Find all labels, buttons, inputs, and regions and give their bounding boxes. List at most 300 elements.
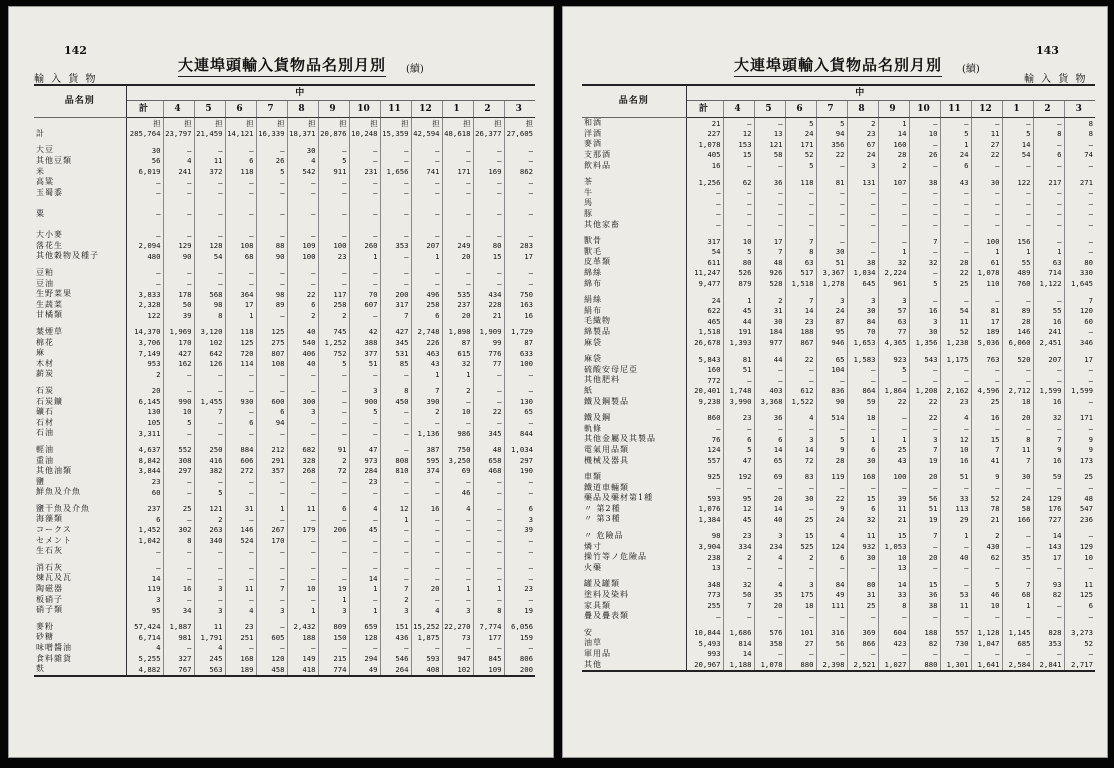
month-cell: 6: [1088, 600, 1093, 610]
month-cell: —: [318, 487, 349, 498]
month-cell: 8: [194, 310, 225, 321]
month-cell: 23: [723, 413, 754, 424]
month-cell: —: [318, 177, 349, 188]
month-cell: 1,599: [1071, 386, 1093, 396]
month-cell: 11: [940, 600, 971, 611]
month-cell: —: [1033, 118, 1064, 129]
continued-label: (續): [962, 64, 980, 75]
month-cell: 1,034: [847, 268, 878, 279]
month-cell: 4,596: [971, 386, 1002, 397]
month-cell: 20: [909, 472, 940, 483]
month-cell: 267: [256, 525, 287, 536]
month-cell: 90: [816, 396, 847, 407]
month-cell: —: [909, 219, 940, 230]
month-cell: 436: [380, 632, 411, 643]
continued-label: (續): [406, 64, 424, 75]
month-cell: 43: [411, 358, 442, 369]
month-cell: 814: [723, 638, 754, 649]
month-cell: 35: [1002, 552, 1033, 563]
month-cell: 862: [519, 167, 533, 177]
table-row: [582, 150, 1095, 161]
month-cell: 10: [878, 552, 909, 563]
month-cell: 930: [225, 396, 256, 407]
month-cell: 2,521: [847, 659, 878, 671]
item-name: 輕油: [34, 445, 126, 456]
table-row: [34, 337, 535, 348]
table-row: [582, 337, 1095, 348]
month-cell: 828: [1033, 628, 1064, 639]
table-row: [34, 466, 535, 477]
month-cell: 217: [1033, 177, 1064, 188]
month-cell: 63: [878, 316, 909, 327]
month-cell: 1,145: [1002, 628, 1033, 639]
month-cell: —: [1033, 600, 1064, 611]
month-cell: 1: [1033, 247, 1064, 258]
total-cell: 13: [686, 563, 723, 574]
total-cell: 122: [126, 310, 163, 321]
month-cell: [380, 198, 411, 209]
table-row: [582, 139, 1095, 150]
table-row: [582, 257, 1095, 268]
month-cell: —: [754, 219, 785, 230]
month-cell: —: [1033, 364, 1064, 375]
month-cell: —: [163, 278, 194, 289]
month-cell: 16: [1033, 316, 1064, 327]
item-name: 計: [34, 129, 126, 140]
table-row: [34, 632, 535, 643]
month-cell: 1,238: [940, 337, 971, 348]
month-cell: 249: [442, 241, 473, 252]
month-cell: —: [287, 230, 318, 241]
table-row: [582, 236, 1095, 247]
month-cell: 10: [971, 600, 1002, 611]
month-cell: 228: [473, 300, 504, 311]
month-cell: 2,841: [1033, 659, 1064, 671]
table-row: [34, 145, 535, 156]
month-cell: 866: [847, 638, 878, 649]
month-cell: 520: [1002, 354, 1033, 365]
total-cell: 14: [126, 573, 163, 584]
month-cell: 1: [1002, 600, 1033, 611]
month-cell: —: [723, 118, 754, 129]
month-cell: —: [723, 219, 754, 230]
month-cell: 48: [1084, 493, 1093, 503]
month-cell: 3: [256, 605, 287, 616]
month-cell: 884: [225, 445, 256, 456]
total-cell: 772: [686, 375, 723, 386]
month-cell: —: [528, 177, 533, 187]
month-cell: —: [940, 579, 971, 590]
table-row: [582, 188, 1095, 199]
month-cell: 2,748: [411, 327, 442, 338]
table-row: [582, 209, 1095, 220]
month-cell: 212: [256, 445, 287, 456]
month-cell: —: [473, 573, 504, 584]
month-cell: —: [411, 594, 442, 605]
month-cell: 284: [349, 466, 380, 477]
item-name: 罐及罐類: [582, 579, 686, 590]
total-cell: 8,842: [126, 455, 163, 466]
month-cell: —: [847, 375, 878, 386]
total-cell: —: [686, 482, 723, 493]
month-cell: 40: [940, 552, 971, 563]
month-cell: 568: [194, 289, 225, 300]
item-name: 海藻類: [34, 514, 126, 525]
month-cell: 377: [349, 348, 380, 359]
month-cell: 1: [940, 139, 971, 150]
month-cell: 6: [723, 434, 754, 445]
month-cell: —: [318, 369, 349, 380]
month-cell: 1: [349, 605, 380, 616]
month-cell: —: [349, 188, 380, 199]
month-cell: 1: [380, 514, 411, 525]
month-cell: —: [287, 428, 318, 439]
month-cell: —: [442, 177, 473, 188]
unit-cell: 担: [349, 118, 380, 129]
month-cell: 496: [411, 289, 442, 300]
month-cell: [318, 219, 349, 230]
month-cell: 39: [163, 310, 194, 321]
month-cell: 763: [971, 354, 1002, 365]
month-cell: —: [723, 375, 754, 386]
total-cell: 317: [686, 236, 723, 247]
month-cell: —: [256, 594, 287, 605]
month-cell: —: [1002, 541, 1033, 552]
month-cell: —: [287, 563, 318, 574]
table-row: [582, 198, 1095, 209]
month-cell: 9: [1088, 434, 1093, 444]
month-cell: 39: [524, 525, 533, 535]
month-cell: —: [349, 268, 380, 279]
month-cell: 114: [225, 358, 256, 369]
month-cell: 880: [909, 659, 940, 671]
month-cell: 1: [473, 584, 504, 595]
unit-cell: 担: [163, 118, 194, 129]
month-cell: —: [785, 611, 816, 622]
table-row: [34, 653, 535, 664]
month-cell: 4: [785, 413, 816, 424]
month-cell: 49: [349, 664, 380, 676]
month-cell: —: [816, 423, 847, 434]
month-cell: —: [971, 209, 1002, 220]
table-row: [34, 445, 535, 456]
month-cell: 1,078: [754, 659, 785, 671]
month-cell: 275: [256, 337, 287, 348]
month-cell: 13: [754, 129, 785, 140]
month-cell: —: [287, 546, 318, 557]
table-row: [582, 354, 1095, 365]
month-cell: —: [847, 188, 878, 199]
table-row: [582, 482, 1095, 493]
month-cell: 7: [380, 310, 411, 321]
month-cell: 16: [524, 310, 533, 320]
month-cell: —: [816, 236, 847, 247]
month-cell: —: [411, 230, 442, 241]
item-name: 綿絲: [582, 268, 686, 279]
item-name: 生蔬菜: [34, 300, 126, 311]
month-cell: 44: [723, 316, 754, 327]
month-cell: —: [878, 649, 909, 660]
month-cell: —: [971, 188, 1002, 199]
month-cell: —: [163, 514, 194, 525]
month-header: 5: [194, 101, 225, 118]
item-name: 獸毛: [582, 247, 686, 258]
month-cell: 864: [847, 386, 878, 397]
table-row: [34, 605, 535, 616]
month-cell: 1: [940, 531, 971, 542]
section-label: 輸 入 貨 物: [34, 74, 98, 85]
item-name: 鮮魚及介魚: [34, 487, 126, 498]
month-cell: 2: [318, 455, 349, 466]
month-cell: —: [256, 546, 287, 557]
item-name: 石炭: [34, 386, 126, 397]
month-cell: 207: [411, 241, 442, 252]
month-cell: 29: [940, 514, 971, 525]
month-cell: —: [287, 177, 318, 188]
month-cell: —: [1002, 563, 1033, 574]
total-cell: 14,370: [126, 327, 163, 338]
month-cell: —: [785, 198, 816, 209]
month-cell: —: [940, 188, 971, 199]
item-name: 火藥: [582, 563, 686, 574]
table-row: [582, 552, 1095, 563]
total-cell: 6,714: [126, 632, 163, 643]
month-cell: 88: [256, 241, 287, 252]
month-cell: —: [1002, 611, 1033, 622]
month-cell: 17: [1033, 552, 1064, 563]
month-cell: 1,175: [940, 354, 971, 365]
month-cell: 23: [349, 476, 380, 487]
month-cell: 3: [909, 316, 940, 327]
table-row: [34, 622, 535, 633]
total-cell: 622: [686, 306, 723, 317]
total-cell: 4: [126, 643, 163, 654]
item-name: 生石灰: [34, 546, 126, 557]
item-name: 飲料品: [582, 160, 686, 171]
item-name: セメント: [34, 535, 126, 546]
month-cell: —: [442, 145, 473, 156]
month-cell: 16: [1033, 396, 1064, 407]
month-cell: 178: [163, 289, 194, 300]
month-cell: —: [287, 535, 318, 546]
month-cell: 1,188: [723, 659, 754, 671]
unit-cell: 担: [411, 118, 442, 129]
month-header: 8: [847, 101, 878, 118]
month-cell: 7: [909, 531, 940, 542]
month-cell: 30: [847, 552, 878, 563]
month-cell: —: [256, 145, 287, 156]
month-cell: 3: [194, 584, 225, 595]
month-cell: 87: [524, 337, 533, 347]
month-header: 5: [754, 101, 785, 118]
unit-cell: 担: [318, 118, 349, 129]
month-cell: 20: [754, 493, 785, 504]
month-cell: 150: [318, 632, 349, 643]
item-name: [34, 198, 126, 209]
item-name: 石材: [34, 417, 126, 428]
month-cell: —: [473, 504, 504, 515]
month-cell: 4: [940, 413, 971, 424]
month-cell: —: [1088, 649, 1093, 659]
month-cell: 345: [473, 428, 504, 439]
total-cell: 9,477: [686, 278, 723, 289]
month-cell: 32: [847, 514, 878, 525]
month-cell: 34: [163, 605, 194, 616]
month-cell: 162: [163, 358, 194, 369]
month-cell: —: [971, 482, 1002, 493]
table-row: [34, 514, 535, 525]
month-cell: 98: [256, 289, 287, 300]
month-cell: 977: [754, 337, 785, 348]
month-cell: —: [940, 649, 971, 660]
table-row: [582, 375, 1095, 386]
month-cell: —: [442, 268, 473, 279]
month-cell: 1: [847, 434, 878, 445]
month-cell: 1,027: [878, 659, 909, 671]
month-cell: —: [528, 145, 533, 155]
month-header: 8: [287, 101, 318, 118]
month-cell: 382: [194, 466, 225, 477]
month-cell: —: [163, 643, 194, 654]
month-cell: [411, 219, 442, 230]
month-cell: —: [1002, 364, 1033, 375]
table-row: [34, 407, 535, 418]
month-cell: —: [473, 643, 504, 654]
total-cell: —: [686, 209, 723, 220]
total-cell: 9,238: [686, 396, 723, 407]
month-cell: 1: [349, 251, 380, 262]
month-cell: —: [1088, 327, 1093, 337]
total-cell: 1,078: [686, 139, 723, 150]
month-cell: —: [847, 236, 878, 247]
month-cell: —: [225, 188, 256, 199]
month-cell: 87: [816, 316, 847, 327]
month-cell: 346: [1079, 337, 1093, 347]
month-cell: 250: [194, 445, 225, 456]
month-cell: 18: [785, 600, 816, 611]
month-cell: —: [1002, 188, 1033, 199]
table-row: [582, 129, 1095, 140]
month-cell: —: [754, 198, 785, 209]
month-cell: 87: [442, 337, 473, 348]
table-row: [582, 579, 1095, 590]
month-cell: 911: [318, 166, 349, 177]
month-cell: 6: [256, 407, 287, 418]
month-cell: 4: [163, 156, 194, 167]
month-cell: —: [1033, 139, 1064, 150]
month-cell: —: [349, 546, 380, 557]
table-row: [582, 413, 1095, 424]
month-cell: 357: [256, 466, 287, 477]
month-cell: —: [287, 386, 318, 397]
month-cell: 91: [318, 445, 349, 456]
month-cell: 5: [318, 156, 349, 167]
month-cell: 528: [754, 278, 785, 289]
month-cell: —: [940, 219, 971, 230]
month-cell: 434: [473, 289, 504, 300]
month-cell: —: [318, 428, 349, 439]
table-row: [34, 664, 535, 676]
table-row: [34, 386, 535, 397]
month-cell: —: [473, 525, 504, 536]
item-name: 味噌醬油: [34, 643, 126, 654]
month-cell: 659: [349, 622, 380, 633]
month-cell: —: [528, 573, 533, 583]
month-cell: 5: [816, 118, 847, 129]
month-cell: —: [816, 209, 847, 220]
month-cell: —: [473, 487, 504, 498]
month-cell: 7: [1002, 455, 1033, 466]
total-cell: 20,401: [686, 386, 723, 397]
month-cell: 30: [847, 306, 878, 317]
month-cell: —: [723, 482, 754, 493]
month-cell: 540: [287, 337, 318, 348]
month-cell: 63: [1033, 257, 1064, 268]
month-cell: —: [194, 546, 225, 557]
month-cell: 17: [1084, 354, 1093, 364]
month-cell: 31: [754, 306, 785, 317]
page-number: 143: [1036, 44, 1059, 57]
month-cell: —: [878, 236, 909, 247]
month-cell: 24: [816, 306, 847, 317]
month-cell: 5: [163, 417, 194, 428]
table-row: [34, 268, 535, 279]
month-cell: —: [380, 369, 411, 380]
month-cell: 1,898: [442, 327, 473, 338]
month-cell: 46: [442, 487, 473, 498]
month-cell: 61: [971, 257, 1002, 268]
total-cell: 6: [126, 514, 163, 525]
month-cell: 32: [878, 257, 909, 268]
total-cell: —: [126, 546, 163, 557]
month-cell: 557: [940, 628, 971, 639]
month-cell: 12: [380, 504, 411, 515]
month-cell: —: [816, 160, 847, 171]
month-cell: 5: [723, 247, 754, 258]
month-cell: —: [528, 487, 533, 497]
month-cell: 48: [473, 445, 504, 456]
month-cell: —: [1088, 219, 1093, 229]
month-cell: 108: [225, 241, 256, 252]
month-cell: —: [473, 230, 504, 241]
month-cell: 54: [1002, 150, 1033, 161]
month-cell: 353: [380, 241, 411, 252]
month-cell: 6,060: [1002, 337, 1033, 348]
right-page: [562, 6, 1108, 758]
month-cell: 188: [287, 632, 318, 643]
month-cell: 118: [225, 327, 256, 338]
item-name: 其他穀物及種子: [34, 251, 126, 262]
month-cell: —: [816, 563, 847, 574]
month-cell: 430: [971, 541, 1002, 552]
month-cell: —: [1033, 563, 1064, 574]
month-cell: 489: [1002, 268, 1033, 279]
total-cell: 5,843: [686, 354, 723, 365]
month-cell: 6: [225, 417, 256, 428]
month-cell: —: [528, 369, 533, 379]
month-cell: 45: [723, 306, 754, 317]
month-cell: [225, 219, 256, 230]
month-cell: 59: [1033, 472, 1064, 483]
month-cell: —: [847, 364, 878, 375]
month-cell: 2,584: [1002, 659, 1033, 671]
month-cell: —: [1088, 188, 1093, 198]
month-cell: 6: [940, 160, 971, 171]
month-header: 12: [411, 101, 442, 118]
month-cell: —: [256, 209, 287, 220]
total-cell: —: [126, 209, 163, 220]
month-cell: —: [1033, 482, 1064, 493]
